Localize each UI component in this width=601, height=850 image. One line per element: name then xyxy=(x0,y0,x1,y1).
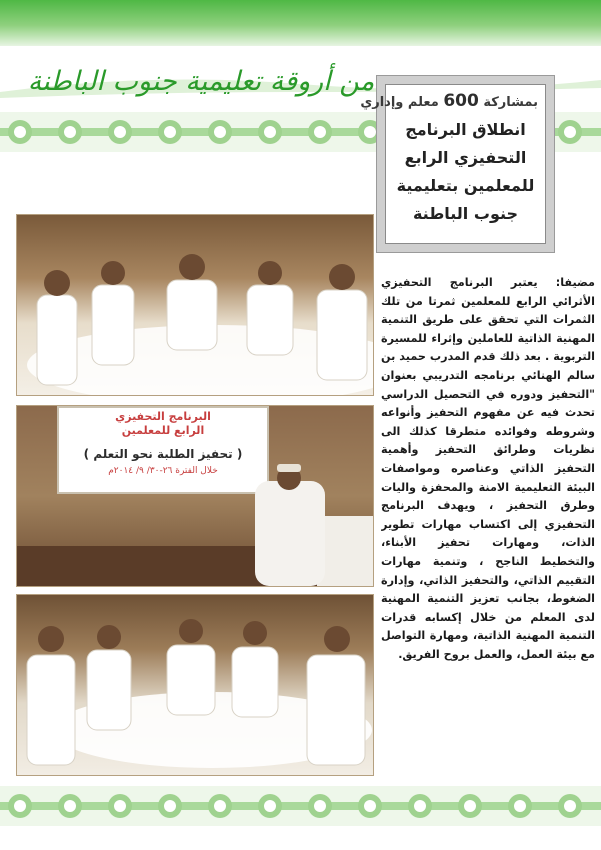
screen-line-4: خلال الفترة ٢٦-٣٠/ ٩/ ٢٠١٤م xyxy=(108,466,218,476)
photo-1-scene xyxy=(17,215,374,396)
photo-trainer-presentation xyxy=(16,405,374,587)
article-body: مضيفا: يعتبر البرنامج التحفيزي الأثرائي الرابع للمعلمين ثمرتا من تلك الثمرات التي تحقق على طريق التنمية المهنية الذاتية للعاملين وإثراء للمسيرة التربوية . بعد ذلك قدم المدرب حميد بن سالم الهنائي برنامجه التدريبي بعنوان "التحفيز ودوره في التحصيل الدراسي تحدث فيه عن مفهوم التحفيز وأنواعه وشروطه وفوائده متطرقا كذلك الى نظريات وطرائق التحفيز وأهمية التحفيز الذاتي وعناصره ومواصفات البيئة التعليمية الامنة والمحفزة واليات وطرق التحفيز ، ويهدف البرنامج التحفيزي إلى اكتساب مهارات تطوير الذات، ومهارات تحفيز الأبناء، والتخطيط الناجح ، وتنمية مهارات التقييم الذاتي، والتحفيز الذاتي، وإدارة الضغوط، بجانب تعزيز التنمية المهنية لدى المعلم من خلال إكسابه قدرات التنمية المهنية الذاتية، ومهارة التواصل مع بيئة العمل، والعمل بروح الفريق. xyxy=(381,276,595,661)
subtitle-prefix: بمشاركة xyxy=(483,95,538,110)
lace-border-bottom xyxy=(0,786,601,826)
photo-2-scene xyxy=(17,406,374,587)
screen-line-1: البرنامج التحفيزي xyxy=(115,410,211,423)
headline-title: انطلاق البرنامج التحفيزي الرابع للمعلمين بتعليمية جنوب الباطنة xyxy=(396,120,535,223)
participant-count: 600 xyxy=(443,91,479,111)
photo-participants-round-table xyxy=(16,594,374,776)
subtitle-suffix: معلم وإداري xyxy=(360,95,439,110)
screen-line-3: ( تحفيز الطلبة نحو التعلم ) xyxy=(83,447,243,461)
page-heading: من أروقة تعليمية جنوب الباطنة xyxy=(27,66,375,97)
headline-box xyxy=(360,76,554,252)
photo-3-scene xyxy=(17,595,374,776)
photo-participants-table xyxy=(16,214,374,396)
screen-line-2: الرابع للمعلمين xyxy=(121,424,205,437)
top-green-band xyxy=(0,0,601,46)
headline-subtitle xyxy=(360,90,538,114)
